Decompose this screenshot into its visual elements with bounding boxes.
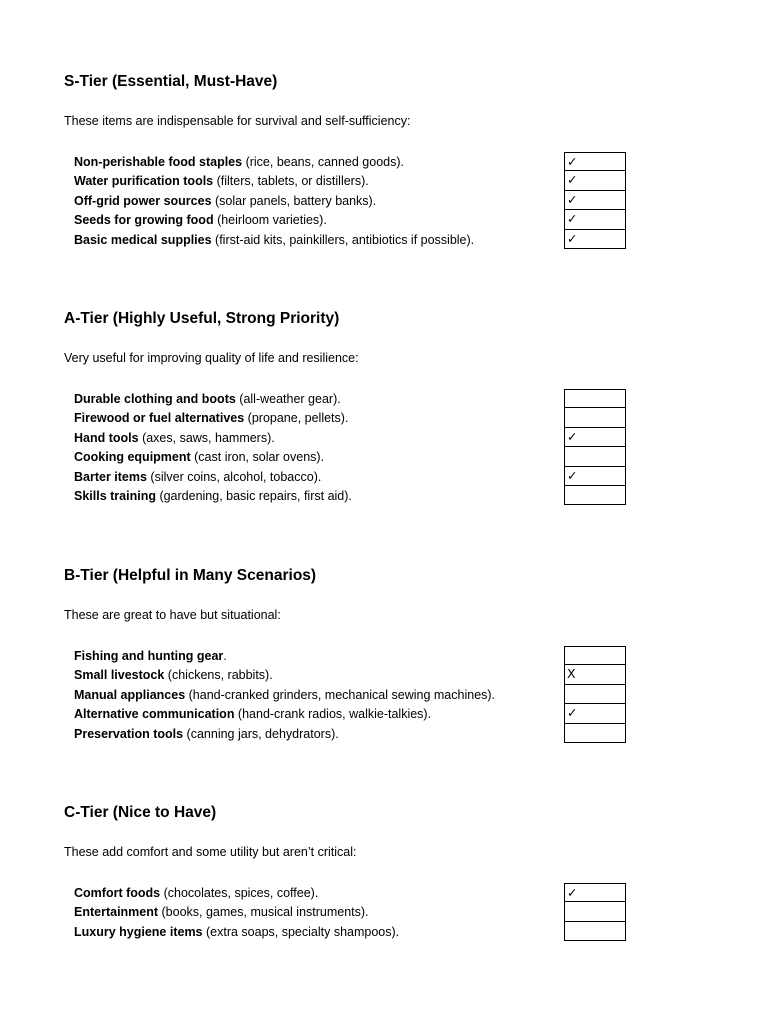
item-detail: (rice, beans, canned goods). xyxy=(242,155,404,169)
section-intro: Very useful for improving quality of life and resilience: xyxy=(64,351,359,365)
list-item xyxy=(0,230,768,249)
item-detail: (heirloom varieties). xyxy=(213,213,327,228)
section-title: A-Tier (Highly Useful, Strong Priority) xyxy=(64,310,340,327)
checkbox-cell[interactable]: ✓ xyxy=(564,171,626,190)
item-detail: . xyxy=(223,649,227,663)
checkbox-cell[interactable]: ✓ xyxy=(564,467,626,486)
checkbox-cell[interactable]: ✓ xyxy=(564,210,626,229)
checkbox-cell[interactable] xyxy=(564,724,626,743)
section-title: C-Tier (Nice to Have) xyxy=(64,804,217,821)
list-item xyxy=(0,467,768,486)
checkbox-cell[interactable] xyxy=(564,685,626,704)
checkbox-cell[interactable] xyxy=(564,646,626,665)
list-item xyxy=(0,646,768,665)
item-detail: (solar panels, battery banks). xyxy=(211,193,377,208)
item-name: Cooking equipment xyxy=(74,450,191,465)
item-name: Seeds for growing food xyxy=(74,213,214,228)
checkbox-cell[interactable]: ✓ xyxy=(564,230,626,249)
item-name: Alternative communication xyxy=(74,707,235,722)
checkbox-cell[interactable]: X xyxy=(564,665,626,684)
checkbox-cell[interactable] xyxy=(564,902,626,921)
item-detail: (silver coins, alcohol, tobacco). xyxy=(146,469,322,484)
section-title: S-Tier (Essential, Must-Have) xyxy=(64,73,278,90)
checkbox-cell[interactable]: ✓ xyxy=(564,191,626,210)
item-detail: (books, games, musical instruments). xyxy=(158,905,369,920)
list-item xyxy=(0,152,768,171)
item-detail: (cast iron, solar ovens). xyxy=(190,450,325,465)
item-detail: (chickens, rabbits). xyxy=(164,668,273,683)
list-item xyxy=(0,191,768,210)
item-name: Preservation tools xyxy=(74,726,184,741)
section-intro: These items are indispensable for survival and self-sufficiency: xyxy=(64,114,411,128)
list-item xyxy=(0,665,768,684)
checkbox-cell[interactable]: ✓ xyxy=(564,883,626,902)
item-name: Luxury hygiene items xyxy=(74,924,203,939)
item-name: Skills training xyxy=(74,489,156,503)
checkbox-cell[interactable] xyxy=(564,447,626,466)
item-detail: (canning jars, dehydrators). xyxy=(183,726,339,741)
item-detail: (hand-crank radios, walkie-talkies). xyxy=(234,707,432,722)
item-detail: (extra soaps, specialty shampoos). xyxy=(202,924,400,939)
item-name: Small livestock xyxy=(74,668,165,683)
checkbox-cell[interactable] xyxy=(564,486,626,505)
checkbox-cell[interactable] xyxy=(564,922,626,941)
item-name: Firewood or fuel alternatives xyxy=(74,411,245,426)
section-title: B-Tier (Helpful in Many Scenarios) xyxy=(64,567,317,584)
item-detail: (first-aid kits, painkillers, antibiotics if possible). xyxy=(211,232,475,247)
list-item xyxy=(0,389,768,408)
list-item xyxy=(0,704,768,723)
list-item xyxy=(0,883,768,902)
list-item xyxy=(0,724,768,743)
checkbox-cell[interactable] xyxy=(564,408,626,427)
checkbox-cell[interactable] xyxy=(564,389,626,408)
list-item xyxy=(0,171,768,190)
list-item xyxy=(0,408,768,427)
item-detail: (chocolates, spices, coffee). xyxy=(160,886,319,900)
list-item xyxy=(0,922,768,941)
section-intro: These add comfort and some utility but aren’t critical: xyxy=(64,845,357,859)
item-detail: (gardening, basic repairs, first aid). xyxy=(155,489,352,503)
checkbox-cell[interactable]: ✓ xyxy=(564,152,626,171)
item-name: Hand tools xyxy=(74,430,139,445)
item-detail: (all-weather gear). xyxy=(235,392,341,406)
item-name: Manual appliances xyxy=(74,687,186,702)
item-name: Off-grid power sources xyxy=(74,193,212,208)
list-item xyxy=(0,428,768,447)
list-item xyxy=(0,210,768,229)
section-intro: These are great to have but situational: xyxy=(64,608,281,622)
item-detail: (axes, saws, hammers). xyxy=(138,430,275,445)
item-name: Fishing and hunting gear xyxy=(74,649,224,663)
checkbox-cell[interactable]: ✓ xyxy=(564,704,626,723)
item-name: Durable clothing and boots xyxy=(74,392,236,406)
list-item xyxy=(0,486,768,505)
item-name: Basic medical supplies xyxy=(74,232,212,247)
list-item xyxy=(0,685,768,704)
item-detail: (propane, pellets). xyxy=(244,411,349,426)
item-name: Comfort foods xyxy=(74,886,161,900)
item-name: Entertainment xyxy=(74,905,159,920)
item-name: Non-perishable food staples xyxy=(74,155,243,169)
item-name: Barter items xyxy=(74,469,147,484)
list-item xyxy=(0,902,768,921)
list-item xyxy=(0,447,768,466)
checkbox-cell[interactable]: ✓ xyxy=(564,428,626,447)
item-detail: (filters, tablets, or distillers). xyxy=(213,174,369,189)
item-detail: (hand-cranked grinders, mechanical sewing machines). xyxy=(185,687,496,702)
item-name: Water purification tools xyxy=(74,174,214,189)
